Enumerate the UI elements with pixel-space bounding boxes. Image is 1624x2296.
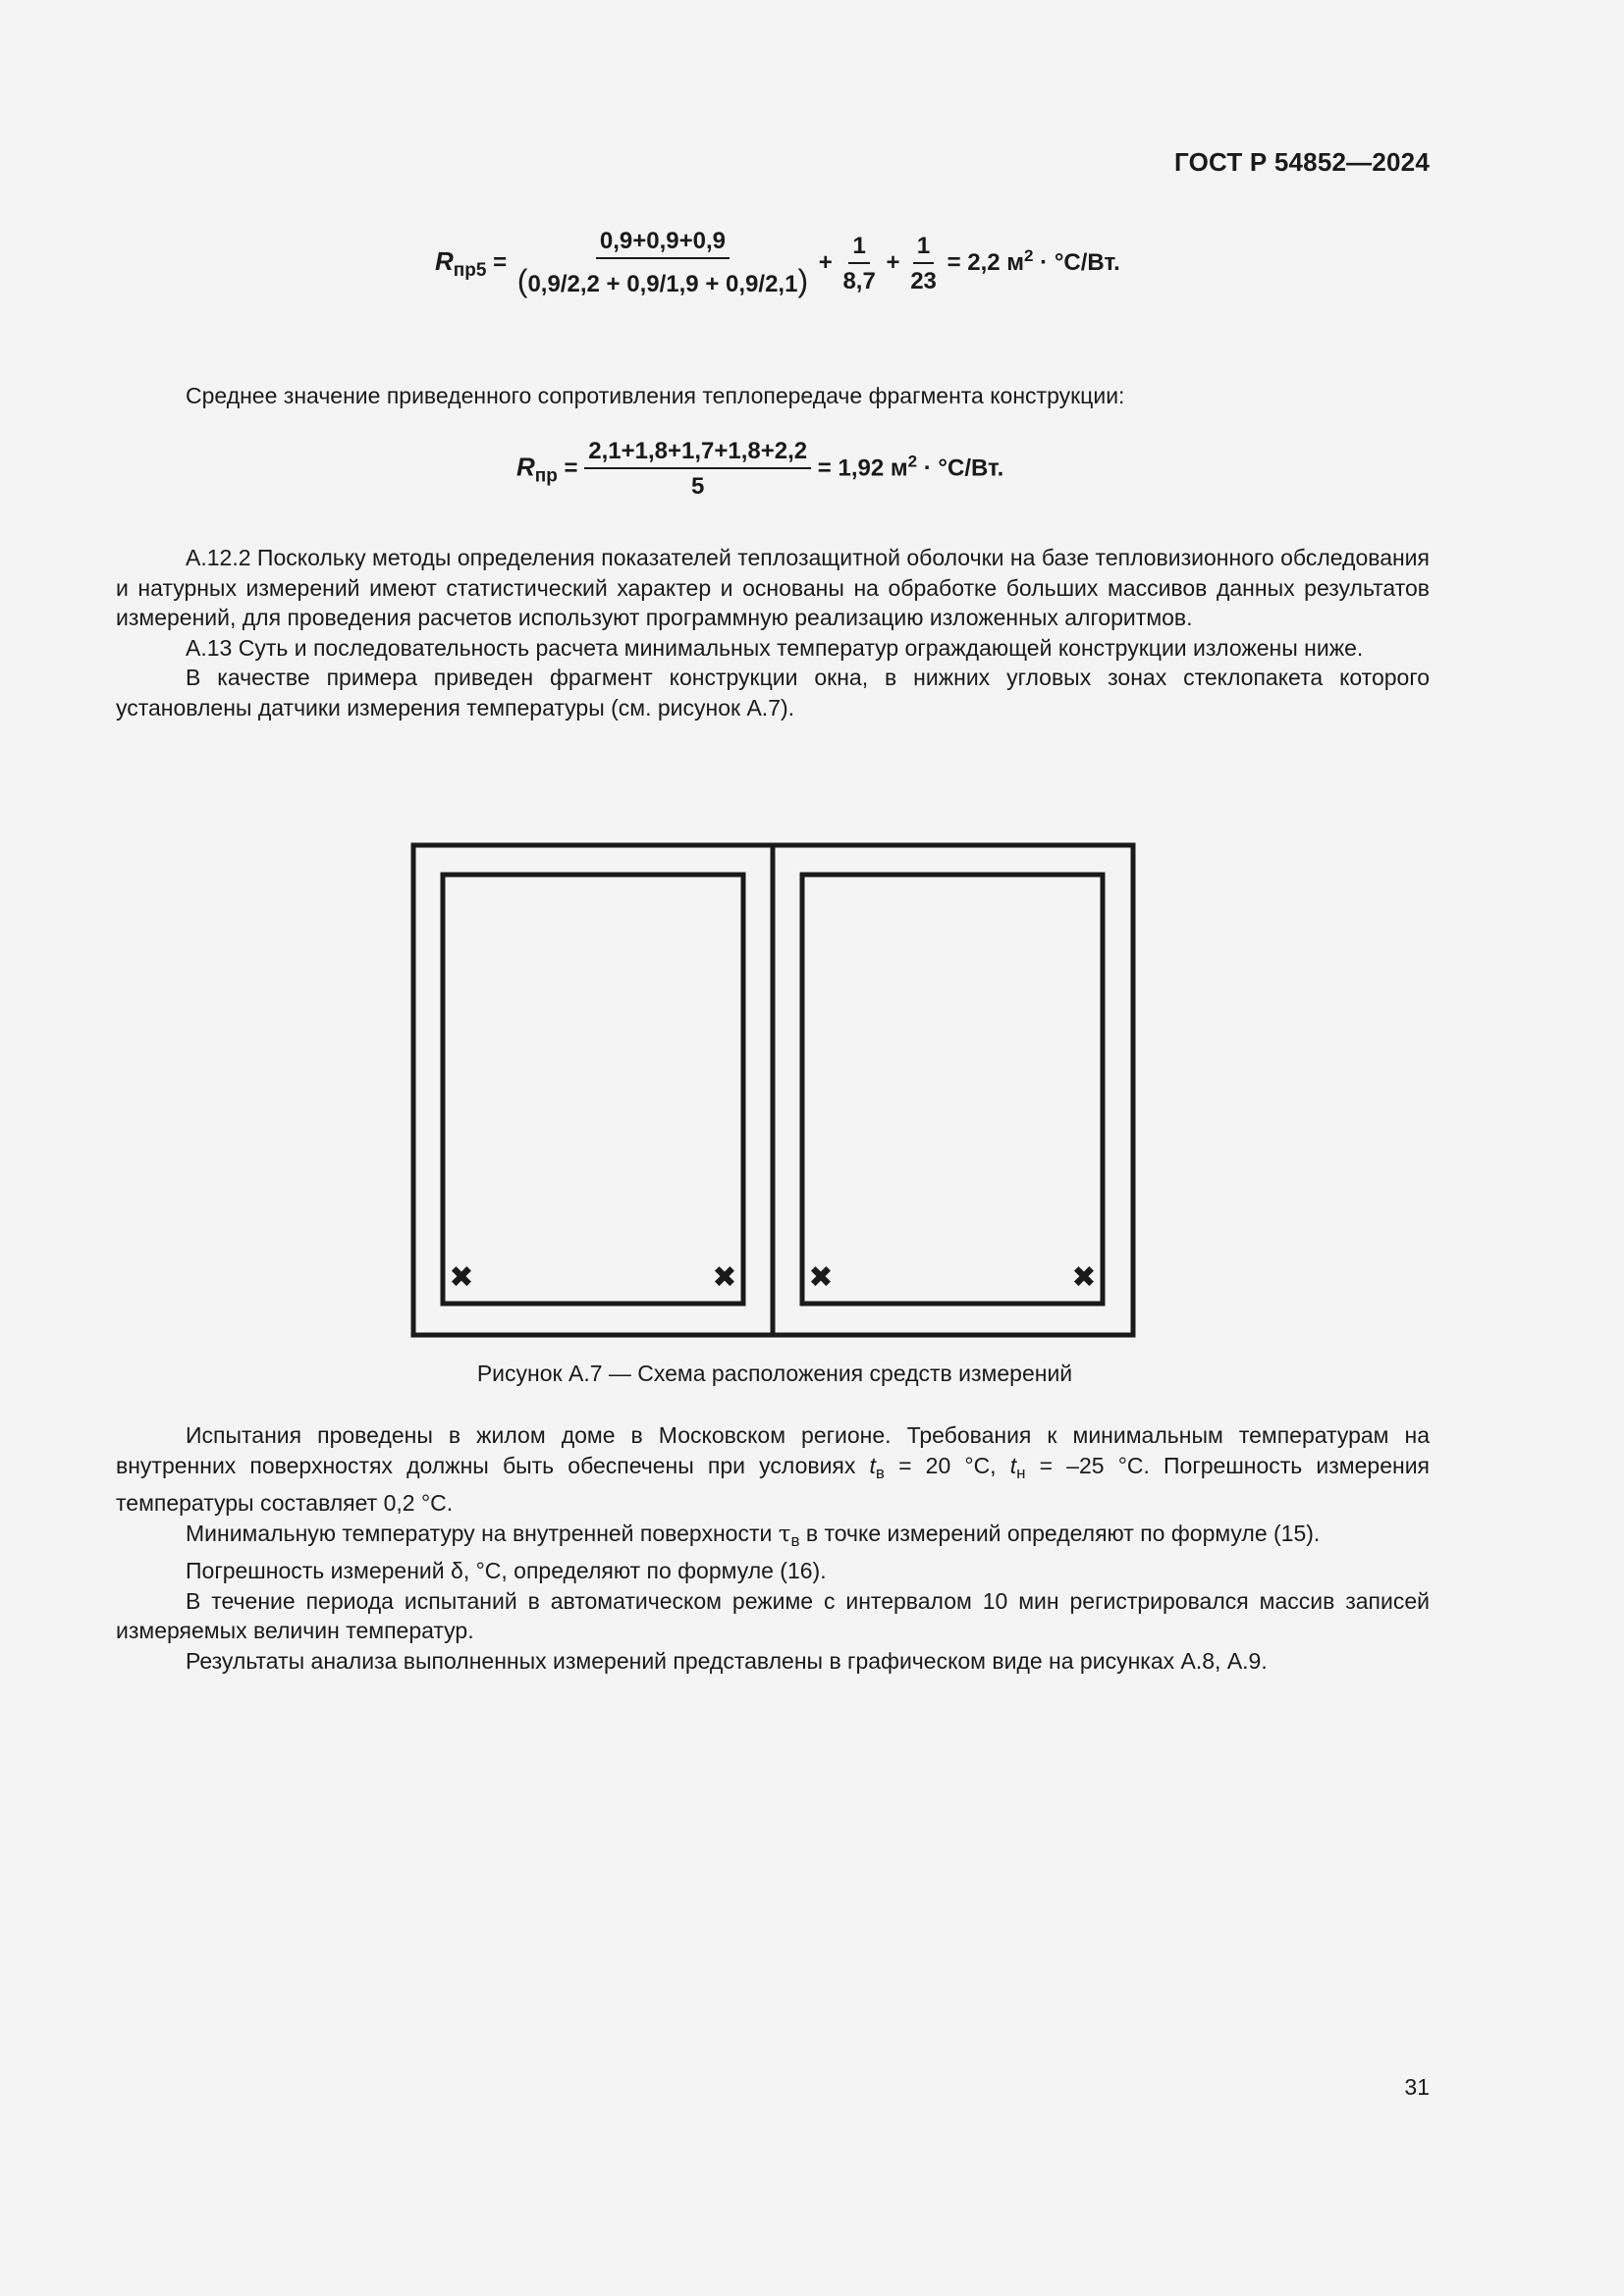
figure-window-scheme <box>410 842 1137 1338</box>
t-in-subscript: в <box>875 1463 885 1482</box>
formula1-result: = 2,2 м <box>947 248 1025 276</box>
left-glass-unit <box>443 875 743 1304</box>
paragraph-min-temp <box>116 1519 1430 1557</box>
right-glass-unit <box>802 875 1103 1304</box>
t-out-subscript: н <box>1016 1463 1026 1482</box>
paragraph-a12-2: А.12.2 Поскольку методы определения показателей теплозащитной оболочки на базе тепловизионного обследования и натурных измерений имеют статистический характер и основаны на обработке больших массивов данных результатов измерений, для проведения расчетов используют программную реализацию изложенных алгоритмов. <box>116 545 1430 630</box>
paragraph-tests <box>116 1420 1430 1519</box>
paragraph-logging: В течение периода испытаний в автоматическом режиме с интервалом 10 мин регистрировался массив записей измеряемых величин температур. <box>116 1587 1430 1643</box>
formula1-unit-sup: 2 <box>1024 245 1034 265</box>
term2-numerator: 1 <box>913 233 934 264</box>
paragraph-a13: А.13 Суть и последовательность расчета минимальных температур ограждающей конструкции изложены ниже. <box>186 634 1364 661</box>
tau-subscript: в <box>790 1530 800 1550</box>
tests-text-a: Испытания проведены в жилом доме в Московском регионе. Требования к минимальным температурам на внутренних поверхностях должны быть обеспечены при условиях <box>116 1422 1430 1478</box>
formula2-unit-sup: 2 <box>907 452 918 471</box>
sensor-marker-2: ✖ <box>712 1261 737 1294</box>
formula1-subscript: пр5 <box>453 259 487 281</box>
formula2-numerator: 2,1+1,8+1,7+1,8+2,2 <box>584 438 811 469</box>
term1-numerator: 1 <box>848 233 869 264</box>
formula1-denominator: (0,9/2,2 + 0,9/1,9 + 0,9/2,1) <box>516 263 809 298</box>
formula1-symbol: R <box>435 245 454 276</box>
intro-paragraph: Среднее значение приведенного сопротивления теплопередаче фрагмента конструкции: <box>186 383 1125 408</box>
formula2-symbol: R <box>516 452 535 482</box>
document-header: ГОСТ Р 54852—2024 <box>1174 147 1430 177</box>
formula1-unit: · °С/Вт. <box>1033 248 1120 276</box>
den-term: 2,1 <box>765 271 798 297</box>
den-term: 0,9 <box>626 271 660 297</box>
den-term: 0,9 <box>527 271 561 297</box>
term1-denominator: 8,7 <box>842 267 876 294</box>
formula1-term2 <box>906 233 941 295</box>
intro-text <box>116 381 1430 411</box>
formula2-subscript: пр <box>534 465 558 487</box>
paragraph-results: Результаты анализа выполненных измерений представлены в графическом виде на рисунках А.8, А.9. <box>186 1647 1268 1674</box>
formula2-denominator: 5 <box>691 473 705 500</box>
formula2-fraction <box>584 438 811 501</box>
term2-denominator: 23 <box>910 267 937 294</box>
t-symbol: t <box>869 1452 876 1478</box>
sensor-marker-3: ✖ <box>808 1261 834 1294</box>
formula-rpr: $R_{пр}$ = $\frac{2,1+1,8+1,7+1,8+2,2}{5}$ = 1,92 $м^2 \cdot ^\circ С/Вт$. <box>516 438 1004 500</box>
sensor-marker-4: ✖ <box>1071 1261 1097 1294</box>
tests-text-c: = –25 °С. Погрешность измерения температуры составляет 0,2 °С. <box>116 1452 1430 1516</box>
den-term: 1,9 <box>666 271 699 297</box>
min-temp-text-b: в точке измерений определяют по формуле (15). <box>799 1520 1321 1546</box>
body-text-top <box>116 543 1430 722</box>
sensor-marker-1: ✖ <box>449 1261 474 1294</box>
den-term: 2,2 <box>567 271 600 297</box>
t-symbol: t <box>1009 1452 1017 1478</box>
page-number: 31 <box>1404 2074 1430 2100</box>
den-term: 0,9 <box>726 271 759 297</box>
formula-rpr5: $R_{пр5}$ = $\frac{0,9+0,9+0,9}{(0,9/2,2 + 0,9/1,9 + 0,9/2,1)}$ + $\frac{1}{8,7}$ + $\frac{1}{23}$ = 2,2 $м^2 \cdot ^\circ С/Вт$. <box>435 228 1120 298</box>
paragraph-error: Погрешность измерений δ, °С, определяют по формуле (16). <box>186 1558 827 1583</box>
min-temp-text-a: Минимальную температуру на внутренней поверхности <box>186 1520 779 1546</box>
formula1-numerator: 0,9+0,9+0,9 <box>596 228 730 259</box>
paragraph-example: В качестве примера приведен фрагмент конструкции окна, в нижних угловых зонах стеклопакета которого установлены датчики измерения температуры (см. рисунок А.7). <box>116 665 1430 721</box>
formula1-main-fraction <box>514 228 812 299</box>
tests-text-b: = 20 °С, <box>884 1452 1010 1478</box>
tau-symbol: τ <box>778 1521 791 1547</box>
body-text-bottom <box>116 1420 1430 1676</box>
formula2-result: = 1,92 м <box>817 454 908 482</box>
formula1-term1 <box>839 233 879 295</box>
figure-caption: Рисунок А.7 — Схема расположения средств измерений <box>476 1361 1073 1386</box>
formula2-unit: · °С/Вт. <box>917 454 1004 482</box>
